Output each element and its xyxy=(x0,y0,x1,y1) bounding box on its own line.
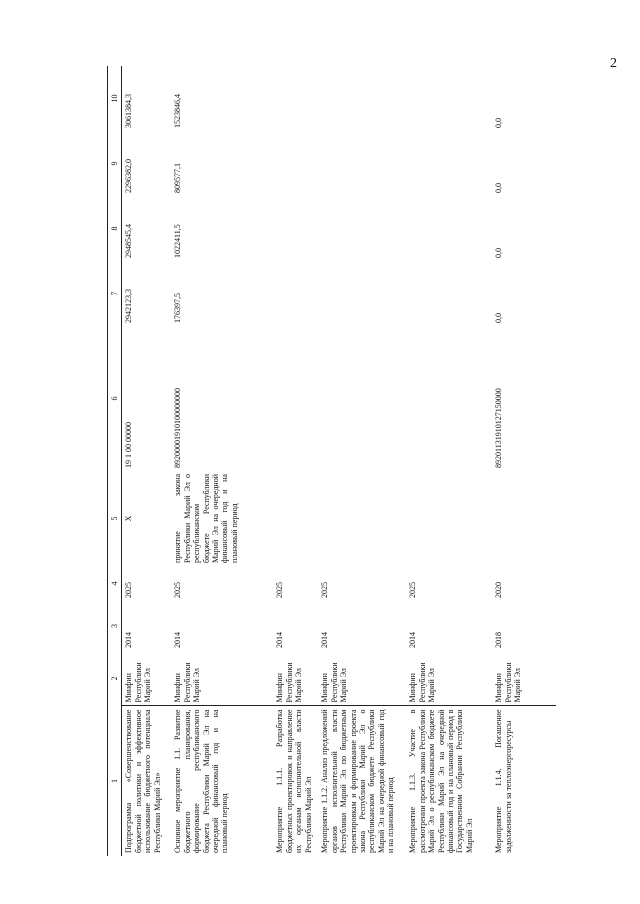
table-cell xyxy=(406,196,492,261)
table-cell: 2942123,3 xyxy=(122,261,172,326)
col-header-8: 8 xyxy=(108,196,122,261)
table-cell: 2025 xyxy=(275,582,285,598)
col-header-4: 4 xyxy=(108,566,122,601)
table-row xyxy=(273,66,318,856)
table-cell: 2020 xyxy=(494,582,504,598)
header-row xyxy=(108,66,122,856)
table-cell xyxy=(273,471,318,566)
table-cell xyxy=(318,196,406,261)
table-cell xyxy=(273,261,318,326)
table-cell: 2948545,4 xyxy=(122,196,172,261)
table-cell: 2014 xyxy=(173,632,183,648)
table-cell: Минфин Республики Марий Эл xyxy=(173,662,202,703)
col-header-2: 2 xyxy=(108,651,122,706)
col-header-1: 1 xyxy=(108,706,122,856)
table-cell: 2025 xyxy=(122,566,172,601)
table-cell xyxy=(406,471,492,566)
table-cell xyxy=(273,196,318,261)
table-row xyxy=(406,66,492,856)
table-cell xyxy=(318,261,406,326)
table-cell: Мероприятие 1.1.1. Разработка бюджетных проектировок и направление их органам исполнительной власти Республики Марий Эл xyxy=(273,706,318,856)
col-header-5: 5 xyxy=(108,471,122,566)
table-cell xyxy=(273,326,318,471)
table-cell: 2025 xyxy=(173,582,183,598)
table-cell: 89201131910127150000 xyxy=(494,388,504,468)
col-header-7: 7 xyxy=(108,261,122,326)
table-cell: Основное мероприятие 1.1. Развитие бюджетного планирования, формирование республиканского бюджета Республики Марий Эл на очередной финансовый год и на плановый период xyxy=(171,706,273,856)
table-cell: Минфин Республики Марий Эл xyxy=(275,662,304,703)
table-cell: 2014 xyxy=(275,632,285,648)
table-cell: X xyxy=(122,471,172,566)
table-cell: 176397,5 xyxy=(173,293,183,323)
table-cell: 0,0 xyxy=(494,313,504,323)
table-row xyxy=(171,66,273,856)
table-cell: 2025 xyxy=(320,582,330,598)
table-cell: Мероприятие 1.1.2. Анализ предложений органов исполнительной власти Республики Марий Эл по бюджетным проектировкам и формирование проекта закона Республики Марий Эл о республиканском бюджете Республики Марий Эл на очередной финансовый год и на плановый период xyxy=(318,706,406,856)
table-cell: 89200001910100000000 xyxy=(173,388,183,468)
table-row xyxy=(122,66,172,856)
col-header-10: 10 xyxy=(108,66,122,131)
table-cell: 0,0 xyxy=(494,183,504,193)
table-cell: 1022411,5 xyxy=(173,224,183,258)
table-cell: 809577,1 xyxy=(173,163,183,193)
table-cell xyxy=(318,66,406,131)
table-cell xyxy=(318,326,406,471)
table-cell: 1523846,4 xyxy=(173,94,183,128)
table-cell: 2014 xyxy=(408,632,418,648)
table-cell: Минфин Республики Марий Эл xyxy=(320,662,349,703)
table-cell: 2014 xyxy=(122,601,172,651)
table-cell xyxy=(318,471,406,566)
table-cell xyxy=(406,261,492,326)
table-cell: 3061384,3 xyxy=(122,66,172,131)
table-cell xyxy=(273,131,318,196)
table-cell: Подпрограмма «Совершенствование бюджетной политики и эффективное использование бюджетного потенциала Республики Марий Эл» xyxy=(122,706,172,856)
table-cell: 0,0 xyxy=(494,248,504,258)
table-cell: 0,0 xyxy=(494,118,504,128)
table-cell: Минфин Республики Марий Эл xyxy=(122,651,172,706)
table-cell: Минфин Республики Марий Эл xyxy=(494,662,523,703)
table-cell: 2025 xyxy=(408,582,418,598)
table-cell xyxy=(492,471,556,566)
col-header-3: 3 xyxy=(108,601,122,651)
table-row xyxy=(318,66,406,856)
table-cell xyxy=(318,131,406,196)
table-row xyxy=(492,66,556,856)
program-table xyxy=(107,66,556,856)
table-cell: 2014 xyxy=(320,632,330,648)
col-header-6: 6 xyxy=(108,326,122,471)
table-cell: 19 1 00 00000 xyxy=(122,326,172,471)
table-cell xyxy=(273,66,318,131)
table-cell xyxy=(406,326,492,471)
table-cell: принятие закона Республики Марий Эл о республиканском бюджете Республики Марий Эл на очередной финансовый год и на плановый период xyxy=(173,474,239,563)
table-cell xyxy=(406,131,492,196)
col-header-9: 9 xyxy=(108,131,122,196)
page-number: 2 xyxy=(610,56,617,71)
table-cell: Мероприятие 1.1.4. Погашение задолженности за теплоэнергоресурсы xyxy=(492,706,556,856)
table-cell: Минфин Республики Марий Эл xyxy=(408,662,437,703)
rotated-page-content xyxy=(107,66,637,856)
table-cell: 2296382,0 xyxy=(122,131,172,196)
table-cell: Мероприятие 1.1.3. Участие в рассмотрении проекта закона Республики Марий Эл о республиканском бюджете Республики Марий Эл на очередной финансовый год и на плановый период в Государственном Собрании Республики Марий Эл xyxy=(406,706,492,856)
table-cell xyxy=(406,66,492,131)
table-cell: 2018 xyxy=(494,632,504,648)
